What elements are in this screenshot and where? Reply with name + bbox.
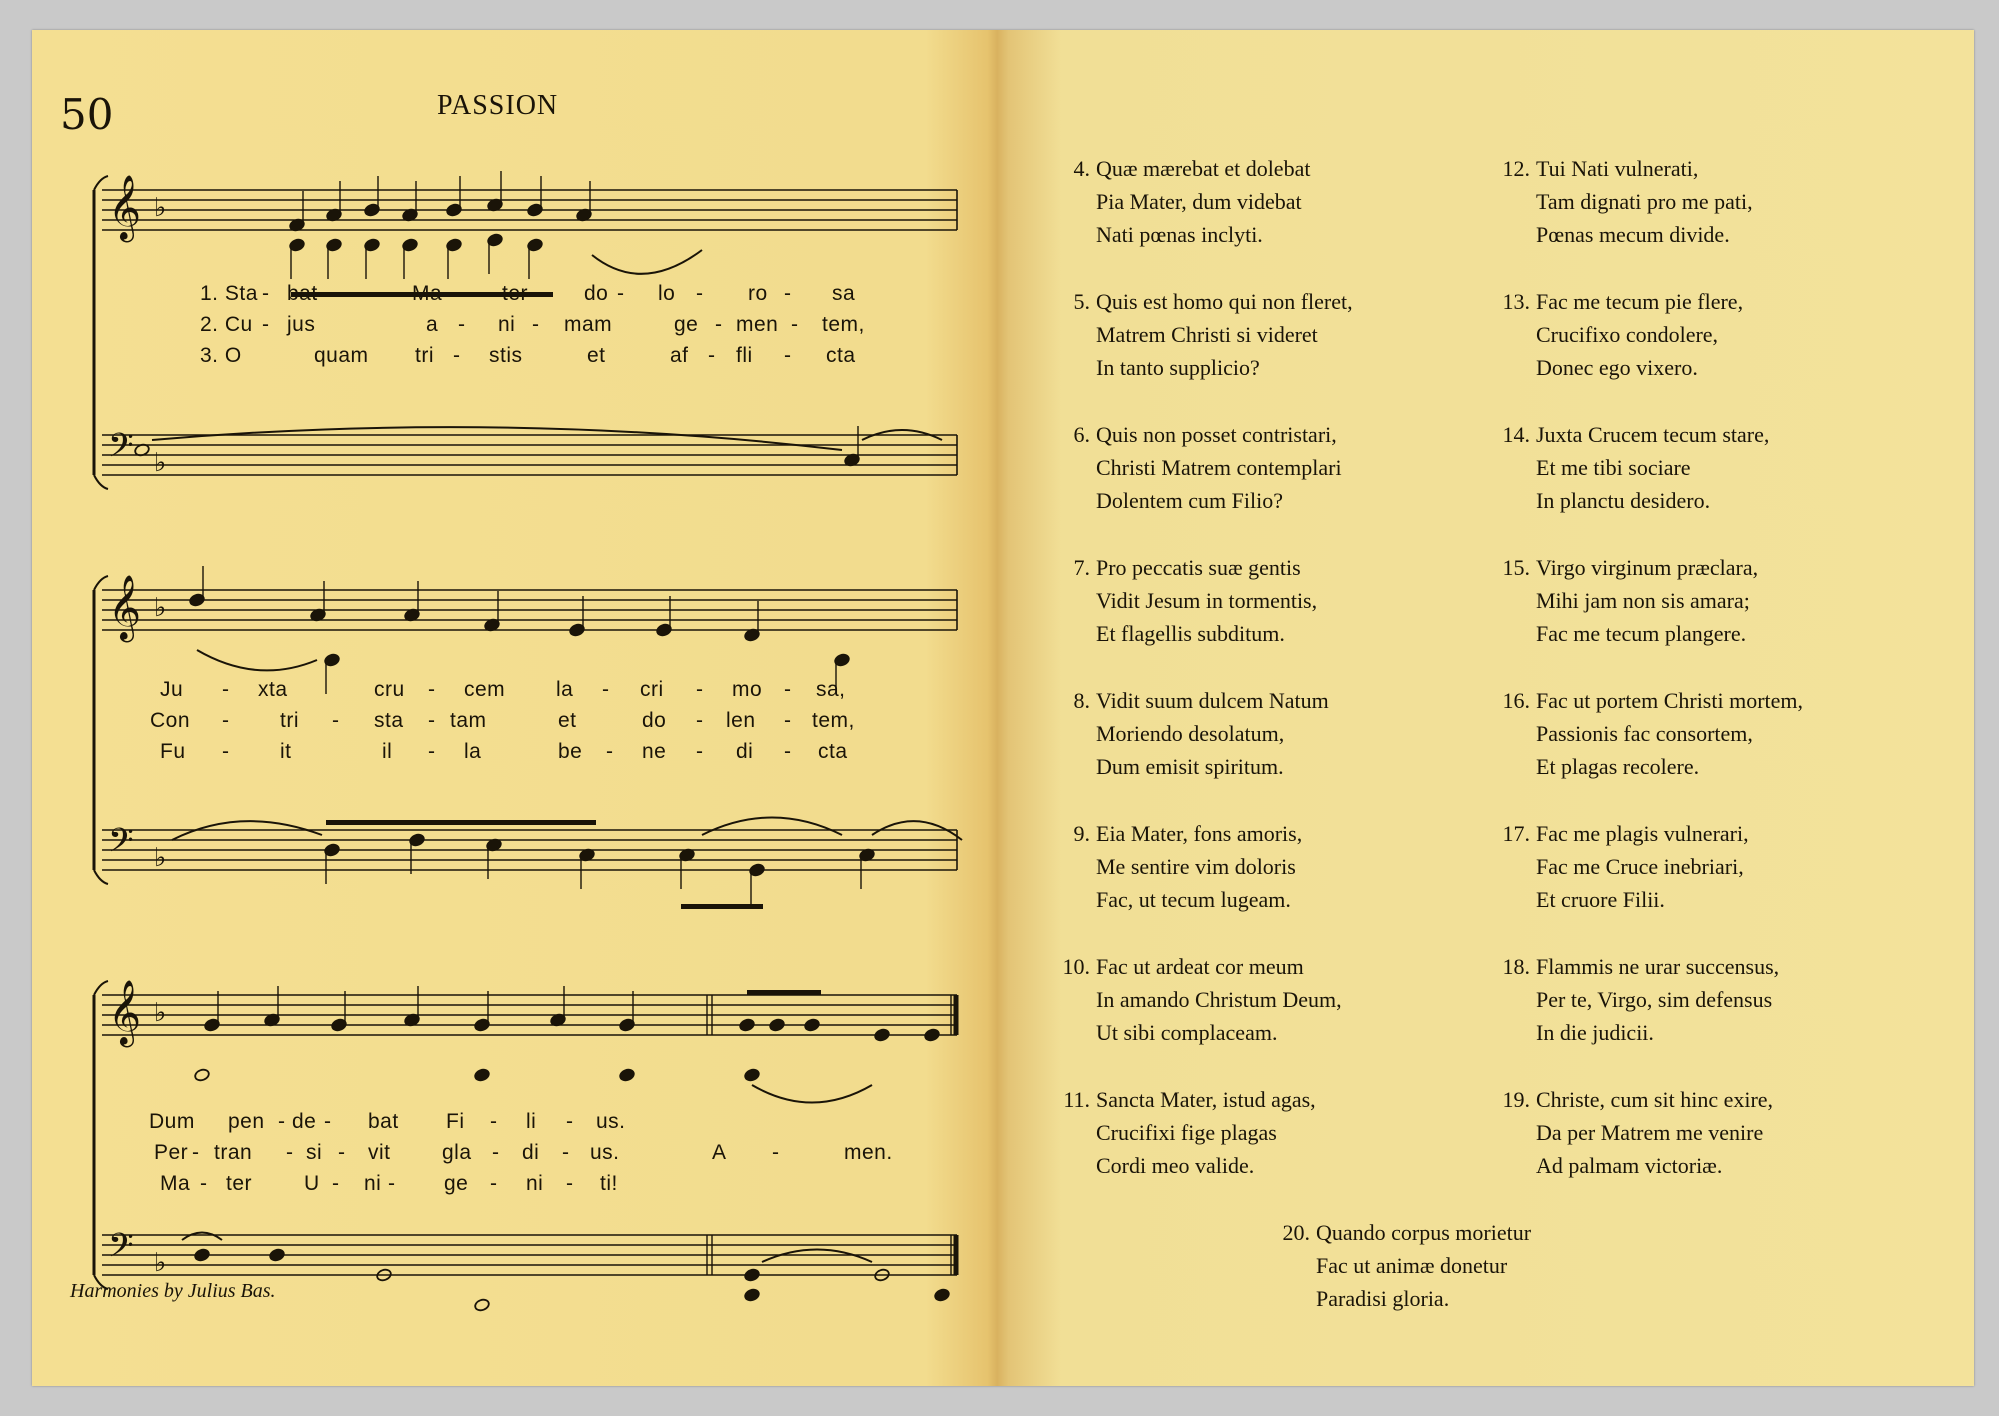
verse-line: Virgo virginum præclara, <box>1536 555 1759 580</box>
lyric-syllable: jus <box>287 313 316 336</box>
lyric-syllable: A <box>712 1141 727 1164</box>
lyric-syllable: il <box>382 740 393 763</box>
flat-sign-icon: ♭ <box>154 448 167 478</box>
verse-number: 17. <box>1502 821 1530 846</box>
verse-number: 4. <box>1073 156 1090 181</box>
lyric-syllable: ni <box>526 1172 544 1195</box>
note-head <box>934 1288 951 1302</box>
lyric-syllable: - <box>696 678 704 701</box>
lyric-syllable: mo <box>732 678 763 701</box>
lyric-syllable: us. <box>590 1141 620 1164</box>
note-head <box>744 1068 761 1082</box>
lyric-syllable: Ju <box>160 678 184 701</box>
lyric-syllable: - <box>222 709 230 732</box>
lyric-syllable: di <box>522 1141 540 1164</box>
right-page <box>1004 30 1974 1386</box>
verse-line: Flammis ne urar succensus, <box>1536 954 1780 979</box>
verse-line: Fac me tecum plangere. <box>1536 621 1747 646</box>
verse-number: 15. <box>1502 555 1530 580</box>
lyric-syllable: be <box>558 740 583 763</box>
verse-line: Ad palmam victoriæ. <box>1536 1153 1723 1178</box>
verse-line: Fac ut animæ donetur <box>1316 1253 1508 1278</box>
note-head <box>619 1068 636 1082</box>
lyric-syllable: - <box>200 1172 208 1195</box>
verse-number: 10. <box>1062 954 1090 979</box>
slur-icon <box>197 650 317 670</box>
lyric-syllable: et <box>587 344 606 367</box>
lyric-syllable: cta <box>818 740 848 763</box>
lyric-syllable: mam <box>564 313 613 336</box>
bass-clef-icon: 𝄢 <box>108 1227 134 1273</box>
bass-clef-icon: 𝄢 <box>108 427 134 473</box>
harmony-credit: Harmonies by Julius Bas. <box>70 1280 276 1302</box>
verse-line: Cordi meo valide. <box>1096 1153 1255 1178</box>
lyric-syllable: Fi <box>446 1110 465 1133</box>
lyric-syllable: sta <box>374 709 404 732</box>
lyric-syllable: tran <box>214 1141 253 1164</box>
verse-line: Vidit suum dulcem Natum <box>1096 688 1329 713</box>
note-head <box>269 1248 286 1262</box>
verse-line: Quando corpus morietur <box>1316 1220 1532 1245</box>
note-head <box>739 1018 756 1032</box>
lyric-syllable: cri <box>640 678 664 701</box>
verse-line: Et flagellis subditum. <box>1096 621 1285 646</box>
verse-number: 19. <box>1502 1087 1530 1112</box>
verse-line: Donec ego vixero. <box>1536 355 1698 380</box>
verse-line: Matrem Christi si videret <box>1096 322 1318 347</box>
verse-line: Pro peccatis suæ gentis <box>1096 555 1301 580</box>
verse-number: 12. <box>1502 156 1530 181</box>
lyric-syllable: - <box>532 313 540 336</box>
verse-number: 8. <box>1073 688 1090 713</box>
verse-line: Et me tibi sociare <box>1536 455 1691 480</box>
lyric-syllable: men <box>736 313 779 336</box>
lyric-syllable: - <box>453 282 461 305</box>
lyric-syllable: ni <box>498 313 516 336</box>
verse-line: Tam dignati pro me pati, <box>1536 189 1753 214</box>
verse-line: Pœnas mecum divide. <box>1536 222 1730 247</box>
verse-line: Christi Matrem contemplari <box>1096 455 1342 480</box>
verse-line: Ut sibi complaceam. <box>1096 1020 1278 1045</box>
lyric-syllable: - <box>784 740 792 763</box>
lyric-syllable: - <box>708 344 716 367</box>
lyric-syllable: - <box>262 282 270 305</box>
verse-line: Fac, ut tecum lugeam. <box>1096 887 1291 912</box>
lyric-syllable: ter <box>226 1172 253 1195</box>
verse-line: Paradisi gloria. <box>1316 1286 1450 1311</box>
lyric-syllable: do <box>642 709 667 732</box>
flat-sign-icon: ♭ <box>154 593 167 623</box>
verse-line: In die judicii. <box>1536 1020 1654 1045</box>
lyric-syllable: bat <box>368 1110 399 1133</box>
lyric-syllable: - <box>192 1141 200 1164</box>
lyric-syllable: pen <box>228 1110 265 1133</box>
note-beam <box>747 990 821 995</box>
note-head <box>744 1268 761 1282</box>
verse-line: Passionis fac consortem, <box>1536 721 1753 746</box>
verse-line: Mihi jam non sis amara; <box>1536 588 1750 613</box>
note-head <box>474 1068 491 1082</box>
lyric-syllable: - <box>222 740 230 763</box>
verse-line: Eia Mater, fons amoris, <box>1096 821 1303 846</box>
verse-line: Pia Mater, dum videbat <box>1096 189 1302 214</box>
lyric-syllable: et <box>558 709 577 732</box>
lyric-syllable: cta <box>826 344 856 367</box>
half-note-head <box>194 1068 211 1082</box>
verse-line: In tanto supplicio? <box>1096 355 1260 380</box>
treble-clef-icon: 𝄞 <box>108 980 142 1045</box>
lyric-syllable: men. <box>844 1141 893 1164</box>
lyric-syllable: len <box>726 709 756 732</box>
lyric-syllable: do <box>584 282 609 305</box>
lyric-syllable: cru <box>374 678 405 701</box>
verse-number: 18. <box>1502 954 1530 979</box>
lyric-syllable: Ma <box>412 282 443 305</box>
verse-line: Nati pœnas inclyti. <box>1096 222 1263 247</box>
verse-line: Fac me Cruce inebriari, <box>1536 854 1744 879</box>
verse-line: Sancta Mater, istud agas, <box>1096 1087 1316 1112</box>
note-head <box>804 1018 821 1032</box>
note-head <box>744 1288 761 1302</box>
slur-icon <box>182 1233 222 1241</box>
lyric-syllable: - <box>772 1141 780 1164</box>
note-beam <box>681 904 763 909</box>
lyric-syllable: it <box>280 740 292 763</box>
lyric-syllable: la <box>464 740 482 763</box>
verse-line: Quis est homo qui non fleret, <box>1096 289 1353 314</box>
lyric-syllable: lo <box>658 282 676 305</box>
lyric-syllable: a <box>426 313 439 336</box>
verse-number: 14. <box>1502 422 1530 447</box>
treble-clef-icon: 𝄞 <box>108 575 142 640</box>
bracket-curl <box>94 870 108 884</box>
lyric-syllable: sa <box>832 282 856 305</box>
verse-line: Per te, Virgo, sim defensus <box>1536 987 1773 1012</box>
verse-line: Vidit Jesum in tormentis, <box>1096 588 1318 613</box>
note-head <box>874 1028 891 1042</box>
slur-icon <box>702 818 842 836</box>
slur-icon <box>152 427 842 450</box>
tie-icon <box>762 1250 872 1263</box>
verse-line: Crucifixi fige plagas <box>1096 1120 1277 1145</box>
verse-number: 5. <box>1073 289 1090 314</box>
lyric-syllable: U <box>304 1172 320 1195</box>
lyric-syllable: - <box>562 1141 570 1164</box>
bracket-curl <box>94 475 108 489</box>
verse-line: Tui Nati vulnerati, <box>1536 156 1699 181</box>
verse-line: Et cruore Filii. <box>1536 887 1665 912</box>
lyric-syllable: ge <box>674 313 699 336</box>
lyric-syllable: - <box>286 1141 294 1164</box>
lyric-syllable: Dum <box>149 1110 195 1133</box>
tie-icon <box>592 250 702 274</box>
verse-line: In planctu desidero. <box>1536 488 1711 513</box>
verse-line: Fac me tecum pie flere, <box>1536 289 1744 314</box>
page-title: PASSION <box>437 90 559 121</box>
lyric-syllable: cem <box>464 678 506 701</box>
verse-line: Dum emisit spiritum. <box>1096 754 1284 779</box>
lyric-syllable: Per <box>154 1141 189 1164</box>
verse-number: 13. <box>1502 289 1530 314</box>
lyric-syllable: - <box>696 709 704 732</box>
treble-clef-icon: 𝄞 <box>108 175 142 240</box>
lyric-syllable: tri <box>415 344 434 367</box>
lyric-syllable: di <box>736 740 754 763</box>
lyric-syllable: - <box>453 344 461 367</box>
verse-line: Dolentem cum Filio? <box>1096 488 1283 513</box>
lyric-syllable: de <box>292 1110 317 1133</box>
verse-number: 9. <box>1073 821 1090 846</box>
lyric-syllable: - <box>617 282 625 305</box>
lyric-syllable: la <box>556 678 574 701</box>
verse-line: Moriendo desolatum, <box>1096 721 1285 746</box>
verse-line: Christe, cum sit hinc exire, <box>1536 1087 1774 1112</box>
lyric-syllable: quam <box>314 344 369 367</box>
hymnal-spread <box>32 30 1974 1386</box>
lyric-syllable: vit <box>368 1141 391 1164</box>
lyric-syllable: tri <box>280 709 299 732</box>
bracket-curl <box>94 176 108 190</box>
verse-line: Fac me plagis vulnerari, <box>1536 821 1749 846</box>
lyric-syllable: sa, <box>816 678 846 701</box>
lyric-syllable: 1. Sta <box>200 282 258 305</box>
lyric-syllable: - <box>784 344 792 367</box>
verse-number: 20. <box>1282 1220 1310 1245</box>
tie-icon <box>752 1085 872 1103</box>
lyric-syllable: Fu <box>160 740 186 763</box>
lyric-syllable: - <box>784 709 792 732</box>
verse-line: Fac ut portem Christi mortem, <box>1536 688 1804 713</box>
verse-line: Quis non posset contristari, <box>1096 422 1337 447</box>
lyric-syllable: - <box>278 1110 286 1133</box>
lyric-syllable: - <box>332 1172 340 1195</box>
note-beam <box>326 820 596 825</box>
lyric-syllable: Ma <box>160 1172 191 1195</box>
note-head <box>194 1248 211 1262</box>
lyric-syllable: - <box>428 740 436 763</box>
lyric-syllable: xta <box>258 678 288 701</box>
lyric-syllable: si <box>306 1141 323 1164</box>
lyric-syllable: ge <box>444 1172 469 1195</box>
lyric-syllable: tam <box>450 709 487 732</box>
verse-number: 16. <box>1502 688 1530 713</box>
lyric-syllable: ro <box>748 282 768 305</box>
lyric-syllable: gla <box>442 1141 472 1164</box>
lyric-syllable: - <box>696 740 704 763</box>
lyric-syllable: - <box>566 1110 574 1133</box>
lyric-syllable: af <box>670 344 689 367</box>
bass-clef-icon: 𝄢 <box>108 822 134 868</box>
verse-line: Da per Matrem me venire <box>1536 1120 1764 1145</box>
lyric-syllable: - <box>262 313 270 336</box>
lyric-syllable: - <box>490 1172 498 1195</box>
lyric-syllable: - <box>791 313 799 336</box>
lyric-syllable: ti! <box>600 1172 618 1195</box>
lyric-syllable: li <box>526 1110 537 1133</box>
verse-line: Me sentire vim doloris <box>1096 854 1296 879</box>
lyric-syllable: - <box>332 709 340 732</box>
lyric-syllable: ni <box>364 1172 382 1195</box>
lyric-syllable: - <box>696 282 704 305</box>
lyric-syllable: bat <box>287 282 318 305</box>
lyric-syllable: - <box>602 678 610 701</box>
lyric-syllable: - <box>784 282 792 305</box>
lyric-syllable: - <box>428 709 436 732</box>
lyric-syllable: ter <box>502 282 529 305</box>
flat-sign-icon: ♭ <box>154 1248 167 1278</box>
bracket-curl <box>94 576 108 590</box>
lyric-syllable: - <box>606 740 614 763</box>
lyric-syllable: us. <box>596 1110 626 1133</box>
lyric-syllable: stis <box>489 344 523 367</box>
lyric-syllable: - <box>492 1141 500 1164</box>
lyric-syllable: - <box>222 678 230 701</box>
flat-sign-icon: ♭ <box>154 193 167 223</box>
lyric-syllable: - <box>784 678 792 701</box>
lyric-syllable: - <box>388 1172 396 1195</box>
lyric-syllable: tem, <box>822 313 865 336</box>
page-number: 50 <box>60 90 114 139</box>
verse-number: 7. <box>1073 555 1090 580</box>
lyric-syllable: Con <box>150 709 191 732</box>
lyric-syllable: - <box>324 1110 332 1133</box>
flat-sign-icon: ♭ <box>154 843 167 873</box>
bracket-curl <box>94 981 108 995</box>
lyric-syllable: 3. O <box>200 344 242 367</box>
lyric-syllable: ne <box>642 740 667 763</box>
half-note-head <box>474 1298 491 1312</box>
verse-line: Quæ mærebat et dolebat <box>1096 156 1311 181</box>
verse-line: Juxta Crucem tecum stare, <box>1536 422 1770 447</box>
lyric-syllable: fli <box>736 344 753 367</box>
left-page <box>32 30 1002 1386</box>
verse-line: Et plagas recolere. <box>1536 754 1700 779</box>
flat-sign-icon: ♭ <box>154 998 167 1028</box>
note-head <box>769 1018 786 1032</box>
verse-line: In amando Christum Deum, <box>1096 987 1342 1012</box>
verse-line: Crucifixo condolere, <box>1536 322 1719 347</box>
verse-number: 11. <box>1063 1087 1090 1112</box>
note-head <box>924 1028 941 1042</box>
lyric-syllable: - <box>338 1141 346 1164</box>
verse-number: 6. <box>1073 422 1090 447</box>
lyric-syllable: - <box>490 1110 498 1133</box>
lyric-syllable: 2. Cu <box>200 313 253 336</box>
verse-line: Fac ut ardeat cor meum <box>1096 954 1304 979</box>
lyric-syllable: - <box>715 313 723 336</box>
lyric-syllable: - <box>566 1172 574 1195</box>
lyric-syllable: tem, <box>812 709 855 732</box>
lyric-syllable: - <box>428 678 436 701</box>
lyric-syllable: - <box>458 313 466 336</box>
